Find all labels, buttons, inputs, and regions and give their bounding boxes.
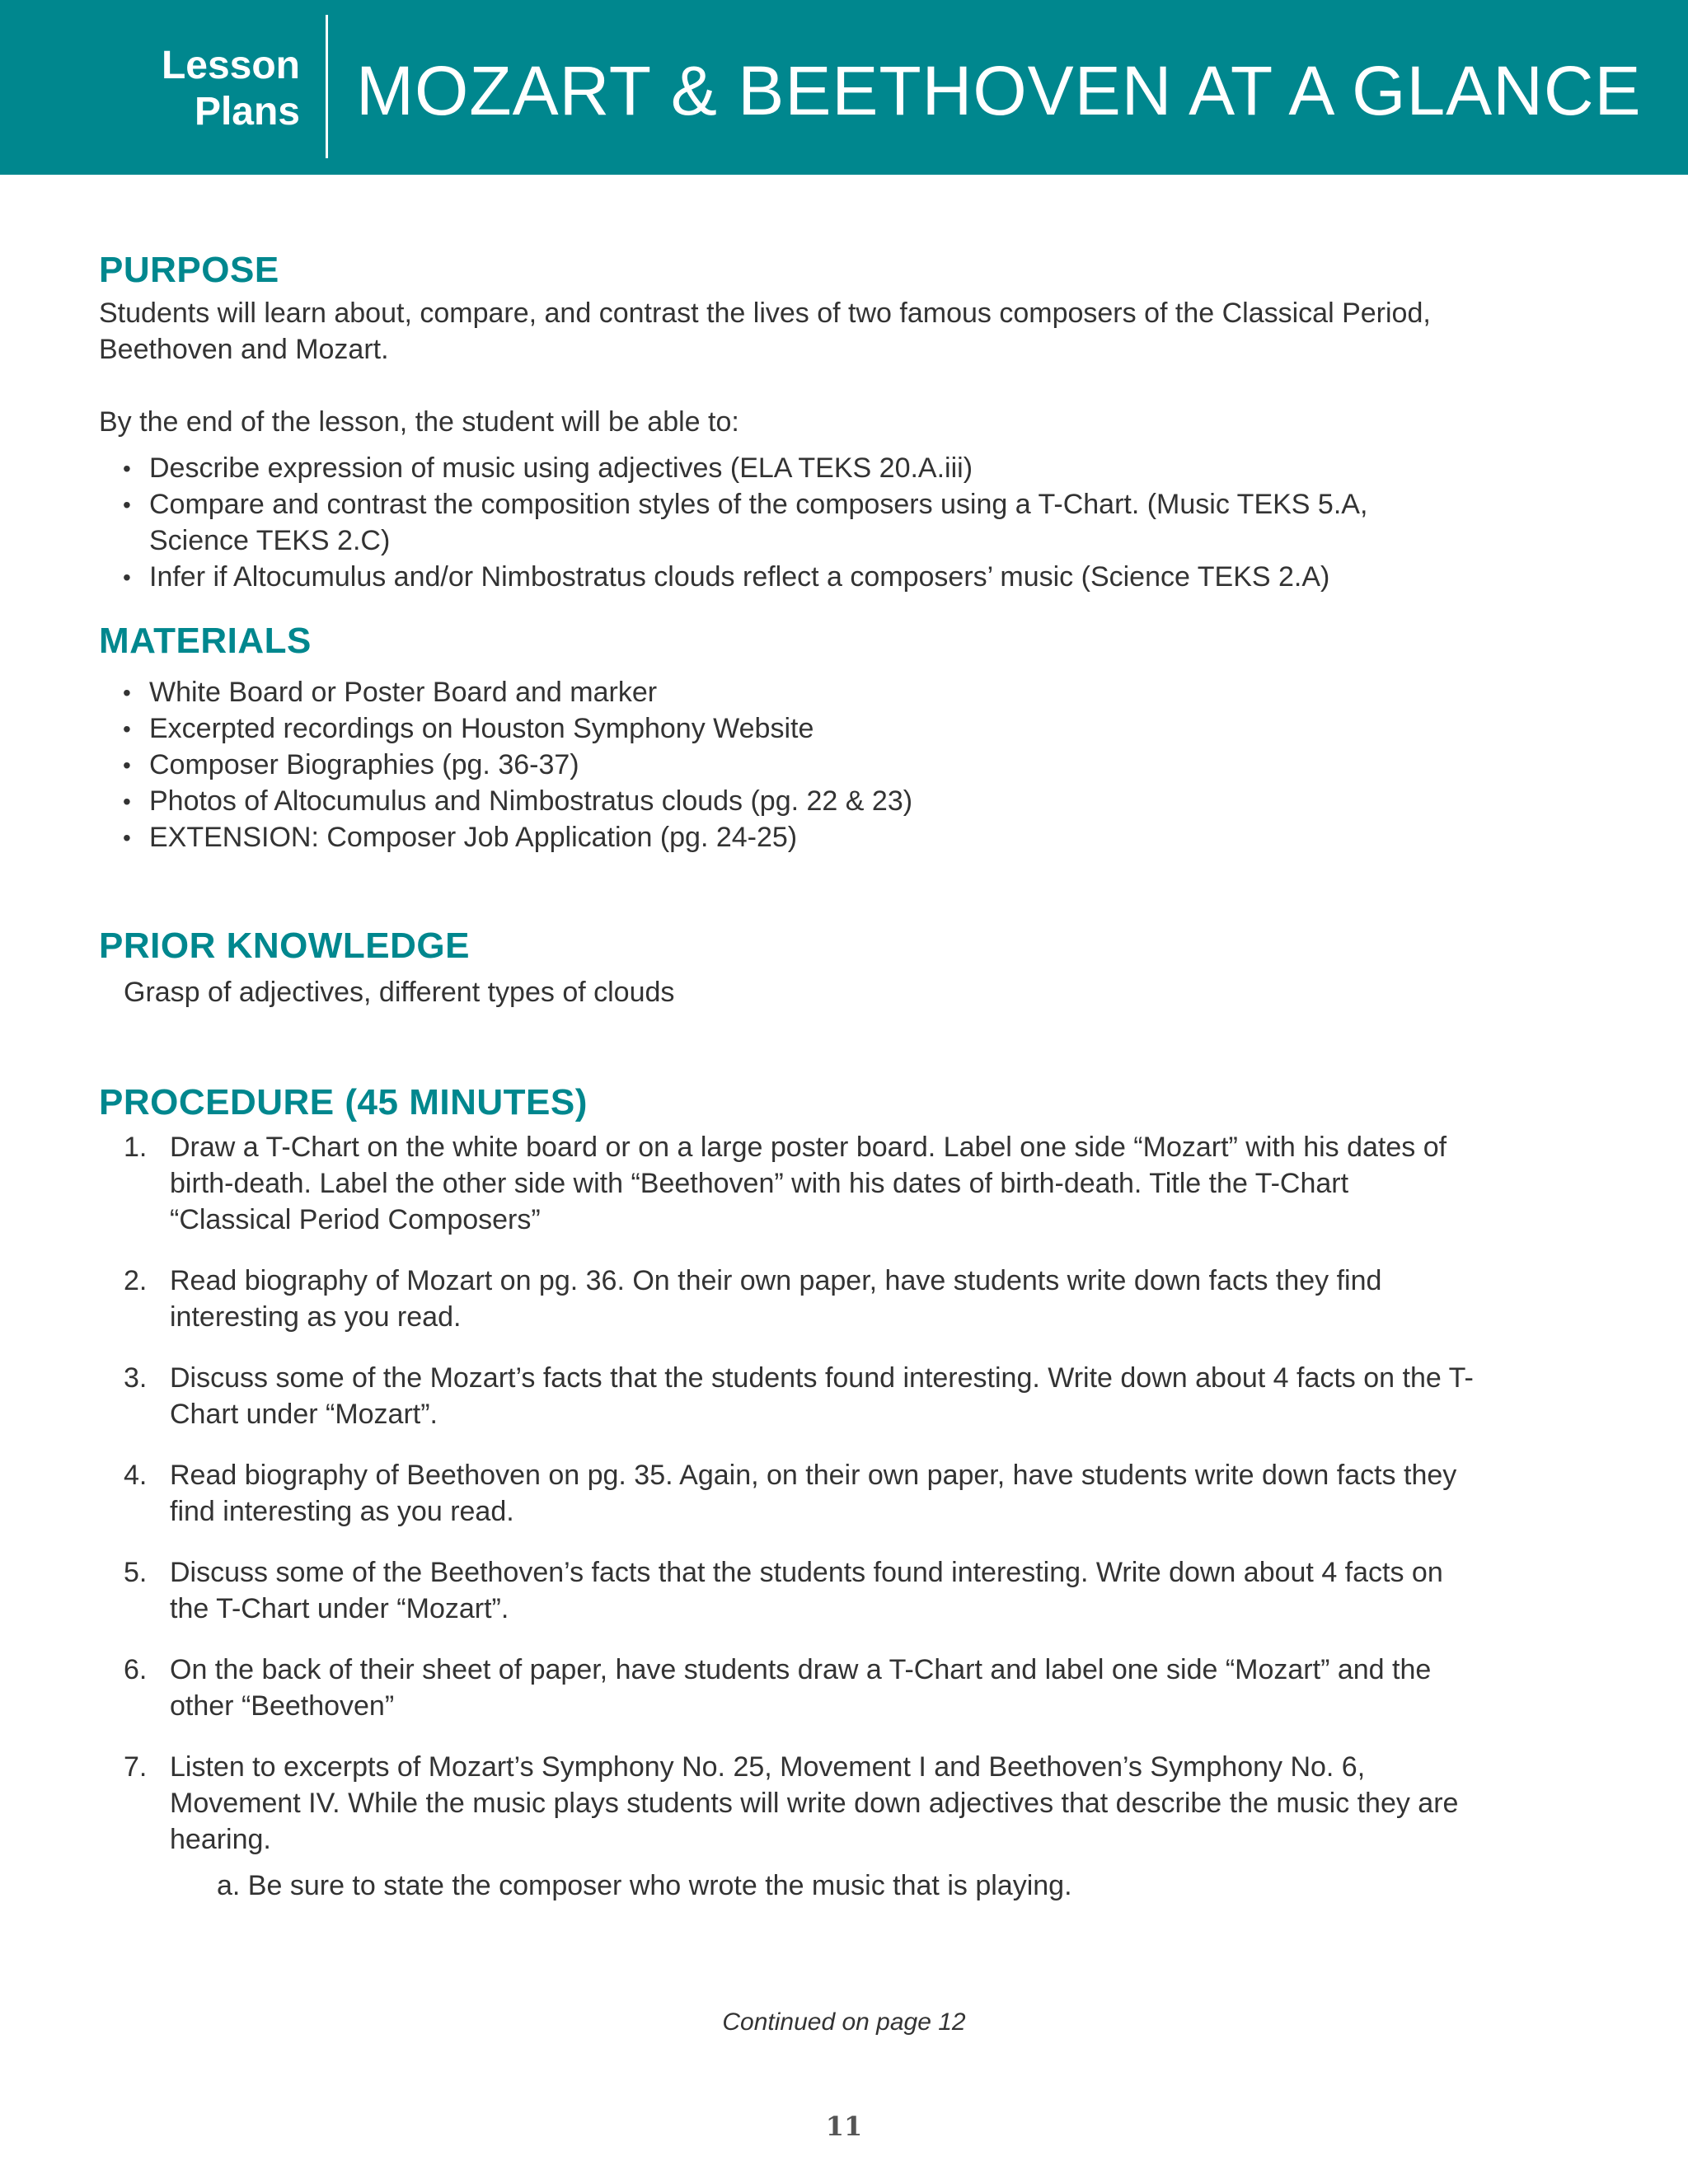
procedure-step: 4. Read biography of Beethoven on pg. 35. Again, on their own paper, have students write down facts they find interesting as you read.: [124, 1460, 1457, 1527]
materials-section: [99, 618, 1582, 855]
bullet-icon: •: [123, 456, 131, 481]
list-item: • Compare and contrast the composition styles of the composers using a T-Chart. (Music TEKS 5.A, Science TEKS 2.C): [99, 486, 1385, 559]
procedure-step: 2. Read biography of Mozart on pg. 36. On their own paper, have students write down facts they find interesting as you read.: [124, 1265, 1382, 1333]
purpose-intro: Students will learn about, compare, and contrast the lives of two famous composers of the Classical Period, Beethoven and Mozart.: [99, 298, 1431, 365]
page-number: 11: [825, 2111, 863, 2142]
procedure-step: 3. Discuss some of the Mozart’s facts that the students found interesting. Write down about 4 facts on the T-Chart under “Mozart”.: [124, 1362, 1474, 1430]
bullet-icon: •: [123, 789, 131, 814]
lesson-plans-label: [162, 43, 300, 135]
bullet-icon: •: [123, 825, 131, 851]
header-divider: [326, 15, 328, 158]
purpose-lead: By the end of the lesson, the student will be able to:: [99, 406, 739, 438]
bullet-icon: •: [123, 492, 131, 518]
bullet-icon: •: [123, 716, 131, 742]
procedure-substep: a. Be sure to state the composer who wrote the music that is playing.: [217, 1870, 1072, 1901]
materials-list: [99, 674, 1582, 855]
bullet-icon: •: [123, 752, 131, 778]
lesson-content: [99, 247, 1582, 1904]
procedure-steps: [99, 1129, 1500, 1858]
list-item: • Infer if Altocumulus and/or Nimbostratus clouds reflect a composers’ music (Science TEKS 2.A): [99, 559, 1385, 595]
list-item: • EXTENSION: Composer Job Application (pg. 24-25): [99, 819, 1582, 855]
procedure-step: 6. On the back of their sheet of paper, have students draw a T-Chart and label one side “Mozart” and the other “Beethoven”: [124, 1654, 1432, 1722]
page-header: [0, 0, 1688, 175]
list-item: • Photos of Altocumulus and Nimbostratus clouds (pg. 22 & 23): [99, 783, 1582, 819]
materials-heading: MATERIALS: [99, 621, 312, 661]
procedure-step: 5. Discuss some of the Beethoven’s facts that the students found interesting. Write down about 4 facts on the T-Chart under “Mozart”.: [124, 1557, 1443, 1624]
purpose-section: [99, 247, 1582, 595]
label-line-1: Lesson: [161, 44, 300, 87]
list-item: • Composer Biographies (pg. 36-37): [99, 747, 1582, 783]
prior-knowledge-heading: PRIOR KNOWLEDGE: [99, 926, 470, 966]
bullet-icon: •: [123, 680, 131, 705]
procedure-section: [99, 1080, 1582, 1904]
page-title: MOZART & BEETHOVEN AT A GLANCE: [356, 52, 1642, 129]
procedure-step: 1. Draw a T-Chart on the white board or on a large poster board. Label one side “Mozart” with his dates of birth-death. Label the other side with “Beethoven” with his dates of birth-death. Title the T-Chart “Classical Period Composers”: [124, 1132, 1447, 1235]
prior-knowledge-section: [99, 923, 1582, 1010]
objectives-list: [99, 450, 1385, 595]
list-item: • White Board or Poster Board and marker: [99, 674, 1582, 710]
prior-knowledge-text: Grasp of adjectives, different types of clouds: [124, 977, 675, 1008]
list-item: • Excerpted recordings on Houston Symphony Website: [99, 710, 1582, 747]
purpose-heading: PURPOSE: [99, 250, 279, 290]
procedure-heading: PROCEDURE (45 MINUTES): [99, 1082, 588, 1122]
label-line-2: Plans: [194, 90, 300, 134]
bullet-icon: •: [123, 565, 131, 590]
procedure-step: 7. Listen to excerpts of Mozart’s Symphony No. 25, Movement I and Beethoven’s Symphony No. 6, Movement IV. While the music plays students will write down adjectives that describe the music they are hearing.: [124, 1751, 1459, 1855]
list-item: • Describe expression of music using adjectives (ELA TEKS 20.A.iii): [99, 450, 1385, 486]
continued-note: Continued on page 12: [722, 2008, 966, 2036]
